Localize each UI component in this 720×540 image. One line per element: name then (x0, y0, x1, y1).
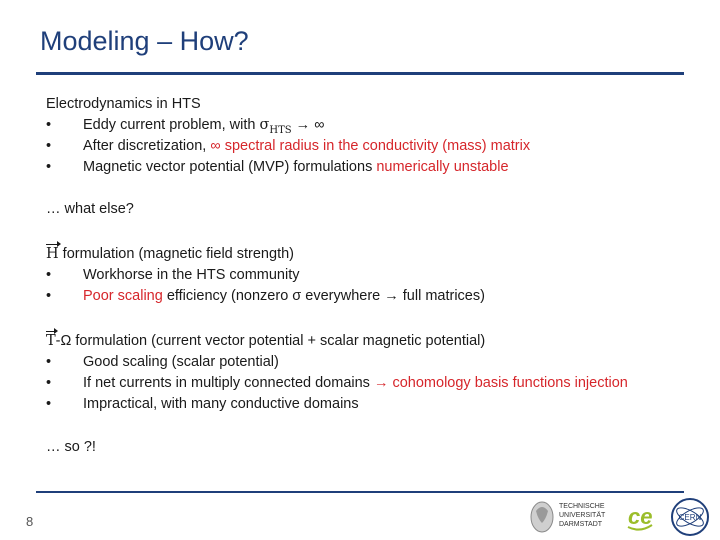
heading-text: formulation (magnetic field strength) (58, 246, 294, 262)
heading-text: -Ω formulation (current vector potential + scalar magnetic potential) (55, 333, 486, 349)
tu-text-line3: DARMSTADT (559, 521, 603, 528)
bullet-dot: • (46, 159, 52, 175)
bullet-dot: • (46, 375, 52, 391)
section-aside: … so ?! (46, 439, 96, 455)
bullet-text: Impractical, with many conductive domains (83, 396, 359, 412)
section-heading-electrodynamics: Electrodynamics in HTS (46, 96, 201, 112)
tu-darmstadt-logo (531, 502, 606, 532)
bullet-highlight: numerically unstable (376, 159, 509, 175)
footer-divider (36, 491, 684, 493)
title-divider (36, 72, 684, 75)
bullet-text-suffix: → ∞ (291, 117, 325, 133)
section-heading-h-formulation (46, 246, 294, 262)
page-number: 8 (26, 514, 34, 529)
cern-logo-text: CERN (678, 513, 702, 522)
bullet-text: Workhorse in the HTS community (83, 267, 300, 283)
sigma-subscript: HTS (269, 124, 292, 136)
bullet-text: Eddy current problem, with (83, 117, 260, 133)
bullet-dot: • (46, 138, 52, 154)
sigma-symbol: σ (259, 117, 270, 133)
bullet-text: After discretization, (83, 138, 211, 154)
bullet-text: Magnetic vector potential (MVP) formulations (83, 159, 377, 175)
bullet-dot: • (46, 354, 52, 370)
section-heading-t-omega-formulation (46, 333, 485, 349)
bullet-highlight-suffix: injection (570, 375, 628, 391)
bullet-text: Good scaling (scalar potential) (83, 354, 279, 370)
bullet-dot: • (46, 288, 52, 304)
bullet-text: If net currents in multiply connected domains (83, 375, 374, 391)
bullet-dot: • (46, 117, 52, 133)
slide-title: Modeling – How? (40, 26, 249, 56)
bullet-dot: • (46, 396, 52, 412)
t-vector-symbol: T (46, 333, 56, 349)
tu-text-line2: UNIVERSITÄT (559, 512, 606, 519)
bullet-text: efficiency (nonzero σ everywhere → full matrices) (162, 288, 485, 304)
ce-logo (628, 504, 652, 530)
bullet-highlight: ∞ spectral radius in the conductivity (mass) matrix (210, 138, 531, 154)
bullet-highlight: Poor scaling (83, 288, 163, 304)
cern-logo (672, 499, 708, 535)
tu-text-line1: TECHNISCHE (559, 503, 605, 510)
bullet-highlight: → cohomology basis functions (373, 375, 571, 391)
section-aside: … what else? (46, 201, 134, 217)
footer-logos (528, 497, 714, 537)
h-vector-symbol: H (46, 246, 59, 262)
ce-logo-text: ce (628, 504, 653, 529)
bullet-dot: • (46, 267, 52, 283)
